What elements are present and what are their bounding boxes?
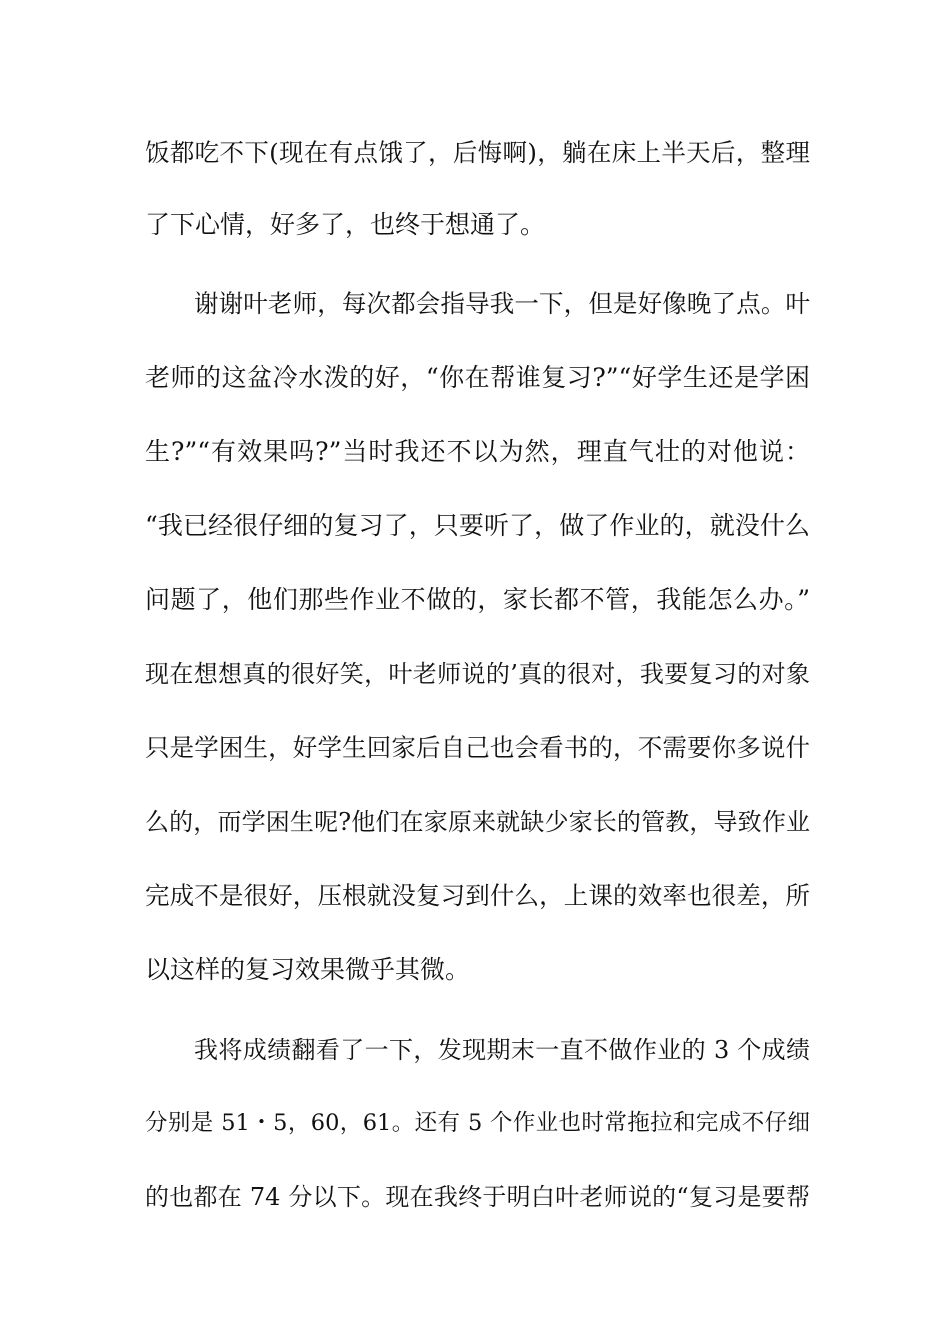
paragraph-2-line-1: 谢谢叶老师，每次都会指导我一下，但是好像晚了点。叶: [194, 289, 810, 318]
paragraph-3-line-1: 我将成绩翻看了一下，发现期末一直不做作业的 3 个成绩: [194, 1036, 810, 1064]
paragraph-2-line-2: 老师的这盆冷水泼的好，“你在帮谁复习?”“好学生还是学困: [145, 363, 810, 392]
paragraph-2-line-9: 完成不是很好，压根就没复习到什么，上课的效率也很差，所: [145, 881, 810, 910]
paragraph-2-line-6: 现在想想真的很好笑，叶老师说的’真的很对，我要复习的对象: [145, 660, 810, 688]
paragraph-1-line-2: 了下心情，好多了，也终于想通了。: [145, 210, 546, 239]
paragraph-2-line-4: “我已经很仔细的复习了，只要听了，做了作业的，就没什么: [145, 511, 810, 540]
paragraph-1-line-1: 饭都吃不下(现在有点饿了，后悔啊)，躺在床上半天后，整理: [145, 138, 810, 167]
paragraph-2-line-8: 么的，而学困生呢?他们在家原来就缺少家长的管教，导致作业: [145, 808, 810, 836]
paragraph-2-line-7: 只是学困生，好学生回家后自己也会看书的，不需要你多说什: [145, 733, 810, 762]
paragraph-2-line-5: 问题了，他们那些作业不做的，家长都不管，我能怎么办。”: [145, 585, 810, 614]
paragraph-3-line-3: 的也都在 74 分以下。现在我终于明白叶老师说的“复习是要帮: [145, 1183, 810, 1211]
paragraph-2-line-10: 以这样的复习效果微乎其微。: [145, 955, 471, 984]
paragraph-2-line-3: 生?”“有效果吗?”当时我还不以为然，理直气壮的对他说：: [145, 437, 810, 466]
paragraph-3-line-2: 分别是 51・5，60，61。还有 5 个作业也时常拖拉和完成不仔细: [145, 1110, 810, 1136]
